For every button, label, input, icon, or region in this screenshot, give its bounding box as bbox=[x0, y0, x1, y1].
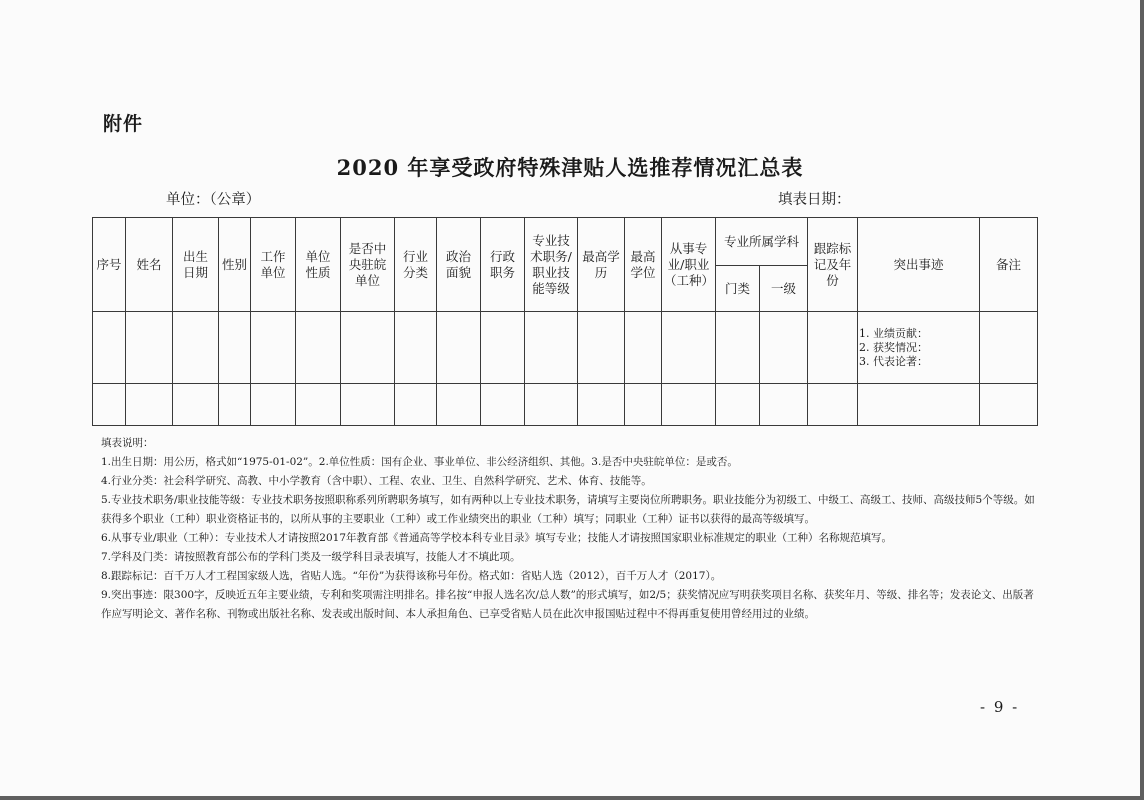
table-cell[interactable] bbox=[760, 312, 808, 384]
header-industry: 行业 分类 bbox=[395, 218, 437, 312]
table-cell[interactable] bbox=[437, 312, 481, 384]
table-cell[interactable] bbox=[296, 312, 341, 384]
table-cell[interactable] bbox=[251, 312, 296, 384]
table-cell[interactable] bbox=[173, 384, 219, 426]
table-cell[interactable] bbox=[980, 312, 1038, 384]
table-cell[interactable] bbox=[578, 384, 625, 426]
header-admin-post: 行政 职务 bbox=[481, 218, 525, 312]
fill-date-label: 填表日期： bbox=[778, 192, 851, 208]
table-cell[interactable] bbox=[341, 312, 395, 384]
header-tech-post: 专业技 术职务/ 职业技 能等级 bbox=[525, 218, 578, 312]
table-cell[interactable] bbox=[716, 312, 760, 384]
table-cell[interactable] bbox=[525, 384, 578, 426]
table-cell[interactable] bbox=[395, 384, 437, 426]
table-cell[interactable] bbox=[760, 384, 808, 426]
table-cell[interactable] bbox=[808, 384, 858, 426]
header-seq: 序号 bbox=[93, 218, 126, 312]
achievement-line-publications: 3. 代表论著： bbox=[859, 354, 929, 368]
table-row bbox=[93, 384, 1038, 426]
table-cell[interactable] bbox=[93, 384, 126, 426]
table-cell[interactable] bbox=[662, 384, 716, 426]
instructions-heading: 填表说明： bbox=[101, 437, 154, 449]
instruction-line: 1.出生日期：用公历，格式如“1975-01-02”。2.单位性质：国有企业、事业单位、非公经济组织、其他。3.是否中央驻皖单位：是或否。 bbox=[101, 456, 738, 468]
table-cell[interactable] bbox=[625, 384, 662, 426]
instruction-line: 4.行业分类：社会科学研究、高教、中小学教育（含中职）、工程、农业、卫生、自然科学研究、艺术、体育、技能等。 bbox=[101, 475, 652, 487]
table-cell[interactable] bbox=[219, 384, 251, 426]
header-education: 最高学 历 bbox=[578, 218, 625, 312]
table-cell[interactable] bbox=[625, 312, 662, 384]
document-title: 2020 年享受政府特殊津贴人选推荐情况汇总表 bbox=[336, 155, 804, 180]
summary-table bbox=[92, 217, 1038, 426]
table-cell[interactable] bbox=[481, 384, 525, 426]
table-cell[interactable] bbox=[858, 384, 980, 426]
header-discipline: 专业所属学科 bbox=[716, 218, 808, 266]
table-cell[interactable] bbox=[716, 384, 760, 426]
instruction-line: 6.从事专业/职业（工种）：专业技术人才请按照2017年教育部《普通高等学校本科专业目录》填写专业；技能人才请按照国家职业标准规定的职业（工种）名称规范填写。 bbox=[101, 532, 893, 544]
table-cell[interactable] bbox=[481, 312, 525, 384]
instruction-line: 7.学科及门类：请按照教育部公布的学科门类及一级学科目录表填写，技能人才不填此项。 bbox=[101, 551, 521, 563]
instruction-line: 8.跟踪标记：百千万人才工程国家级人选，省贴人选。“年份”为获得该称号年份。格式如：省贴人选（2012），百千万人才（2017）。 bbox=[101, 570, 722, 582]
table-cell[interactable] bbox=[395, 312, 437, 384]
table-row bbox=[93, 312, 1038, 384]
table-cell[interactable] bbox=[341, 384, 395, 426]
instruction-line: 5.专业技术职务/职业技能等级：专业技术职务按照职称系列所聘职务填写，如有两种以上专业技术职务，请填写主要岗位所聘职务。职业技能分为初级工、中级工、高级工、技师、高级技师5个等级。如获得多个职业（工种）职业资格证书的，以所从事的主要职业（工种）或工作业绩突出的职业（工种）填写；同职业（工种）证书以获得的最高等级填写。 bbox=[101, 494, 1035, 525]
fill-instructions bbox=[101, 434, 1036, 624]
table-cell[interactable] bbox=[525, 312, 578, 384]
table-cell[interactable] bbox=[251, 384, 296, 426]
table-cell[interactable] bbox=[980, 384, 1038, 426]
header-birth-date: 出生 日期 bbox=[173, 218, 219, 312]
table-cell[interactable] bbox=[578, 312, 625, 384]
header-gender: 性别 bbox=[219, 218, 251, 312]
achievement-line-awards: 2. 获奖情况： bbox=[859, 340, 929, 354]
achievements-cell[interactable] bbox=[858, 312, 980, 384]
header-remarks: 备注 bbox=[980, 218, 1038, 312]
header-achievements: 突出事迹 bbox=[858, 218, 980, 312]
table-cell[interactable] bbox=[296, 384, 341, 426]
table-header-row bbox=[93, 218, 1038, 266]
header-level1: 一级 bbox=[760, 266, 808, 312]
table-cell[interactable] bbox=[662, 312, 716, 384]
table-cell[interactable] bbox=[93, 312, 126, 384]
header-unit-nature: 单位 性质 bbox=[296, 218, 341, 312]
instruction-line: 9.突出事迹：限300字，反映近五年主要业绩，专利和奖项需注明排名。排名按“申报人选名次/总人数”的形式填写，如2/5；获奖情况应写明获奖项目名称、获奖年月、等级、排名等；发表论文、出版著作应写明论文、著作名称、刊物或出版社名称、发表或出版时间、本人承担角色、已享受省贴人员在此次申报国贴过程中不得再重复使用曾经用过的业绩。 bbox=[101, 589, 1034, 620]
header-work-unit: 工作 单位 bbox=[251, 218, 296, 312]
achievement-line-contribution: 1. 业绩贡献： bbox=[859, 326, 929, 340]
table-cell[interactable] bbox=[219, 312, 251, 384]
header-political-status: 政治 面貌 bbox=[437, 218, 481, 312]
header-name: 姓名 bbox=[126, 218, 173, 312]
header-major: 从事专 业/职业 （工种） bbox=[662, 218, 716, 312]
header-tracking: 跟踪标 记及年 份 bbox=[808, 218, 858, 312]
page-number: - 9 - bbox=[980, 698, 1020, 716]
unit-seal-label: 单位：（公章） bbox=[166, 192, 261, 208]
header-degree: 最高 学位 bbox=[625, 218, 662, 312]
header-category: 门类 bbox=[716, 266, 760, 312]
table-cell[interactable] bbox=[437, 384, 481, 426]
table-cell[interactable] bbox=[126, 312, 173, 384]
attachment-label: 附件 bbox=[103, 113, 144, 135]
table-cell[interactable] bbox=[808, 312, 858, 384]
table-cell[interactable] bbox=[126, 384, 173, 426]
table-cell[interactable] bbox=[173, 312, 219, 384]
header-central-unit: 是否中 央驻皖 单位 bbox=[341, 218, 395, 312]
